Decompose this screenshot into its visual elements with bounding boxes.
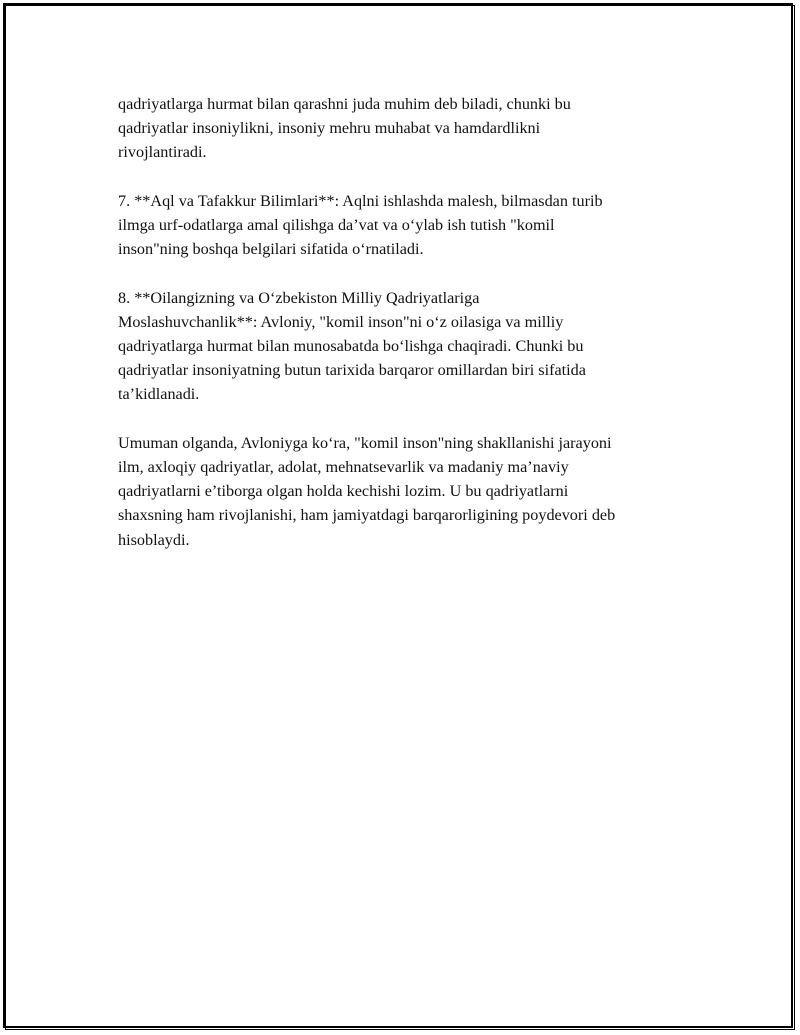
text-line: 8. **Oilangizning va O‘zbekiston Milliy Qadriyatlariga — [118, 288, 480, 307]
paragraph-conclusion — [118, 431, 698, 552]
text-line: qadriyatlar insoniyatning butun tarixida barqaror omillardan biri sifatida — [118, 361, 586, 380]
text-line: inson"ning boshqa belgilari sifatida o‘rnatiladi. — [118, 240, 424, 259]
text-line: ilmga urf-odatlarga amal qilishga da’vat va o‘ylab ish tutish "komil — [118, 216, 555, 234]
text-line: hisoblaydi. — [118, 530, 190, 549]
paragraph-item-7 — [118, 189, 698, 262]
text-line: Umuman olganda, Avloniyga ko‘ra, "komil inson"ning shakllanishi jarayoni — [118, 433, 612, 452]
text-line: ta’kidlanadi. — [118, 385, 200, 404]
text-line: shaxsning ham rivojlanishi, ham jamiyatdagi barqarorligining poydevori deb — [118, 506, 616, 525]
text-line: 7. **Aql va Tafakkur Bilimlari**: Aqlni ishlashda malesh, bilmasdan turib — [118, 191, 603, 210]
text-line: qadriyatlarni e’tiborga olgan holda kechishi lozim. U bu qadriyatlarni — [118, 482, 569, 501]
text-line: qadriyatlarga hurmat bilan qarashni juda muhim deb biladi, chunki bu — [118, 95, 571, 113]
paragraph-item-8 — [118, 286, 698, 407]
text-line: qadriyatlarga hurmat bilan munosabatda bo‘lishga chaqiradi. Chunki bu — [118, 337, 584, 355]
paragraph-intro-continuation — [118, 92, 698, 165]
text-line: ilm, axloqiy qadriyatlar, adolat, mehnatsevarlik va madaniy ma’naviy — [118, 458, 569, 476]
text-line: Moslashuvchanlik**: Avloniy, "komil inson"ni o‘z oilasiga va milliy — [118, 312, 564, 331]
text-line: qadriyatlar insoniylikni, insoniy mehru muhabat va hamdardlikni — [118, 119, 541, 138]
text-line: rivojlantiradi. — [118, 143, 207, 162]
document-body — [118, 92, 698, 576]
